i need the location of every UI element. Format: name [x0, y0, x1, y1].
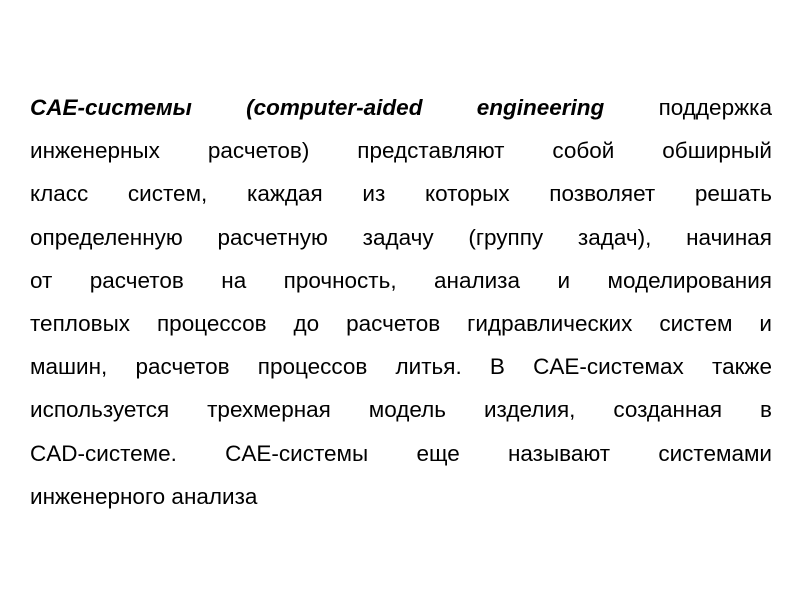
cae-definition-paragraph: [30, 86, 772, 518]
cae-term: CAE-системы (computer-aided engineering: [30, 95, 605, 120]
paragraph-line-6: тепловых процессов до расчетов гидравлических систем и: [30, 310, 772, 336]
paragraph-line-10: инженерного анализа: [30, 483, 258, 509]
paragraph-line-1: [30, 86, 772, 129]
paragraph-line-4: определенную расчетную задачу (группу задач), начиная: [30, 224, 772, 250]
paragraph-line-8: используется трехмерная модель изделия, созданная в: [30, 397, 772, 423]
paragraph-line-3: класс систем, каждая из которых позволяет решать: [30, 181, 772, 207]
paragraph-line-9: CAD-системе. CAE-системы еще называют системами: [30, 440, 772, 466]
paragraph-line-5: от расчетов на прочность, анализа и моделирования: [30, 267, 772, 293]
line-1-rest: поддержка: [604, 95, 772, 120]
paragraph-line-7: машин, расчетов процессов литья. В CAE-системах также: [30, 354, 772, 380]
paragraph-line-2: инженерных расчетов) представляют собой обширный: [30, 138, 772, 164]
